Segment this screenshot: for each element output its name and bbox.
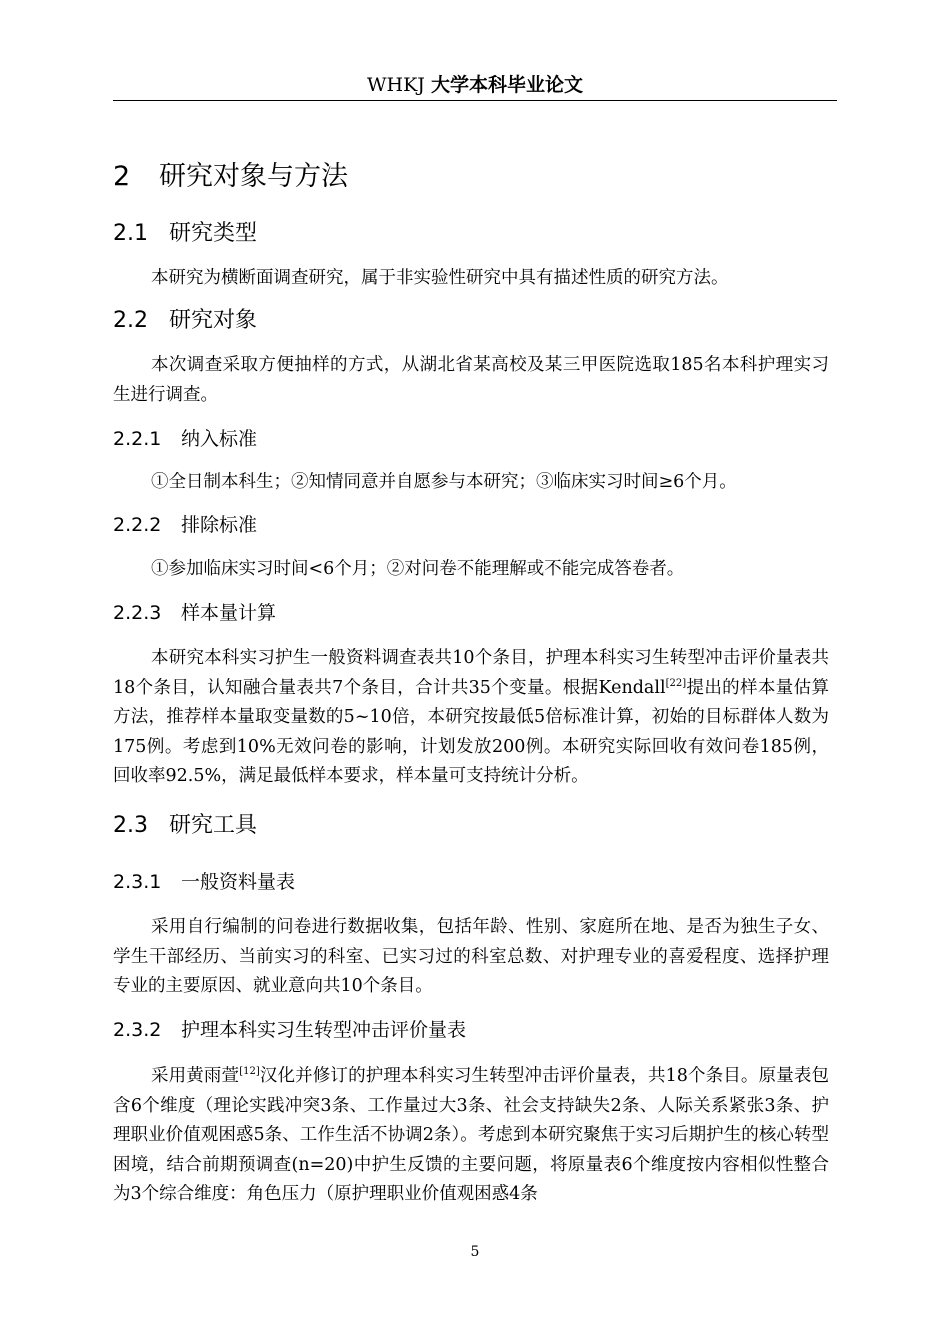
section-number: 2.2.3 (113, 602, 162, 624)
section-title: 研究对象 (169, 308, 258, 333)
section-heading-2-2-1 (113, 426, 257, 452)
header-latin: WHKJ (367, 74, 425, 96)
section-number: 2.3 (113, 813, 148, 838)
paragraph-text: 采用自行编制的问卷进行数据收集，包括年龄、性别、家庭所在地、是否为独生子女、学生干部经历、当前实习的科室、已实习过的科室总数、对护理专业的喜爱程度、选择护理专业的主要原因、就业意向共10个条目。 (113, 917, 829, 996)
section-number: 2.3.1 (113, 871, 162, 893)
paragraph-text: 本研究本科实习护生一般资料调查表共10个条目，护理本科实习生转型冲击评价量表共18个条目，认知融合量表共7个条目，合计共35个变量。根据Kendall (113, 648, 829, 698)
paragraph-2-1 (113, 264, 829, 294)
paragraph-2-2-3 (113, 644, 829, 792)
section-heading-2-3-1 (113, 869, 295, 895)
section-title: 纳入标准 (181, 428, 258, 450)
paragraph-2-2-2 (113, 555, 829, 585)
section-heading-2-2 (113, 306, 257, 336)
section-heading-2-2-2 (113, 512, 257, 538)
section-heading-2-1 (113, 219, 257, 249)
paragraph-text: ①全日制本科生；②知情同意并自愿参与本研究；③临床实习时间≥6个月。 (151, 472, 737, 492)
section-title: 样本量计算 (181, 602, 277, 624)
section-number: 2.2 (113, 308, 148, 333)
chapter-title: 研究对象与方法 (159, 161, 348, 192)
citation-ref: [12] (239, 1066, 260, 1077)
paragraph-text: 本研究为横断面调查研究，属于非实验性研究中具有描述性质的研究方法。 (151, 268, 729, 288)
citation-ref: [22] (665, 677, 687, 689)
section-title: 一般资料量表 (181, 871, 296, 893)
paragraph-text: 汉化并修订的护理本科实习生转型冲击评价量表，共18个条目。原量表包含6个维度（理论实践冲突3条、工作量过大3条、社会支持缺失2条、人际关系紧张3条、护理职业价值观困惑5条、工作生活不协调2条）。考虑到本研究聚焦于实习后期护生的核心转型困境，结合前期预调查(n=20)中护生反馈的主要问题，将原量表6个维度按内容相似性整合为3个综合维度：角色压力（原护理职业价值观困惑4条 (113, 1066, 829, 1204)
section-title: 研究类型 (169, 221, 258, 246)
paragraph-2-3-1 (113, 913, 829, 1002)
chapter-heading (113, 159, 348, 195)
chapter-number: 2 (113, 161, 131, 192)
running-header (113, 72, 837, 101)
paragraph-2-3-2 (113, 1062, 829, 1210)
paragraph-text: 本次调查采取方便抽样的方式，从湖北省某高校及某三甲医院选取185名本科护理实习生进行调查。 (113, 355, 829, 405)
header-title: 大学本科毕业论文 (430, 74, 583, 96)
paragraph-text: 提出的样本量估算方法，推荐样本量取变量数的5~10倍，本研究按最低5倍标准计算，初始的目标群体人数为175例。考虑到10%无效问卷的影响，计划发放200例。本研究实际回收有效问卷185例，回收率92.5%，满足最低样本要求，样本量可支持统计分析。 (113, 677, 830, 786)
section-number: 2.3.2 (113, 1019, 162, 1041)
section-heading-2-3 (113, 811, 257, 841)
paragraph-text: ①参加临床实习时间<6个月；②对问卷不能理解或不能完成答卷者。 (151, 559, 685, 579)
section-number: 2.1 (113, 221, 148, 246)
section-title: 研究工具 (169, 813, 258, 838)
paragraph-2-2 (113, 351, 829, 410)
paragraph-text: 采用黄雨萱 (151, 1066, 240, 1086)
section-heading-2-2-3 (113, 600, 276, 626)
section-heading-2-3-2 (113, 1017, 466, 1043)
section-number: 2.2.2 (113, 514, 162, 536)
page-number: 5 (470, 1244, 480, 1260)
section-title: 护理本科实习生转型冲击评价量表 (181, 1019, 467, 1041)
section-number: 2.2.1 (113, 428, 162, 450)
paragraph-2-2-1 (113, 468, 829, 498)
section-title: 排除标准 (181, 514, 258, 536)
